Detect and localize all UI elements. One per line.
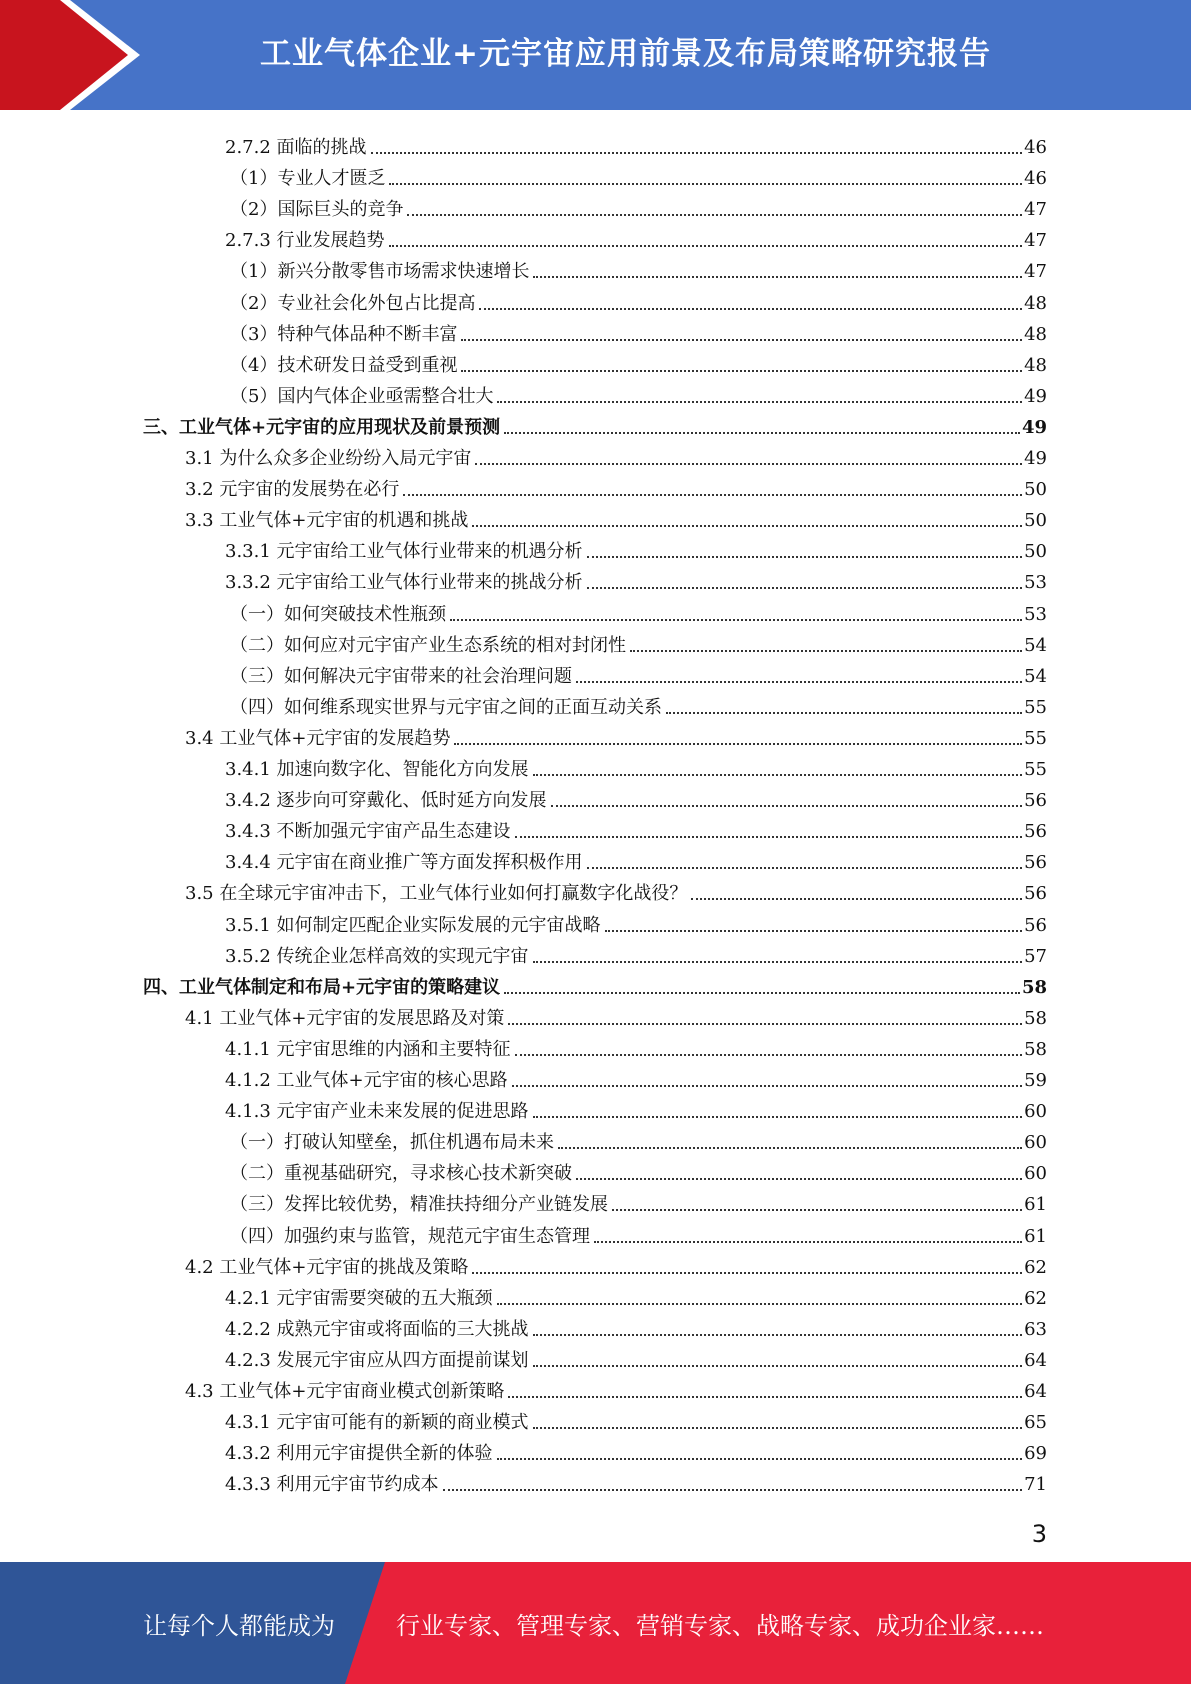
toc-dot-leader	[691, 898, 1022, 900]
toc-entry-label: （二）重视基础研究，寻求核心技术新突破	[230, 1163, 572, 1185]
toc-entry-page: 46	[1024, 168, 1047, 190]
toc-dot-leader	[389, 183, 1022, 185]
page-header	[0, 0, 1191, 110]
toc-entry-page: 64	[1024, 1349, 1047, 1371]
toc-entry-page: 47	[1024, 230, 1047, 252]
toc-dot-leader	[497, 401, 1022, 403]
toc-entry[interactable]	[225, 1341, 1047, 1372]
toc-dot-leader	[515, 836, 1023, 838]
toc-entry-page: 49	[1024, 448, 1047, 469]
toc-entry[interactable]	[225, 128, 1047, 159]
toc-entry-page: 62	[1024, 1287, 1047, 1309]
toc-entry-label: 2.7.2 面临的挑战	[225, 137, 367, 158]
toc-entry-page: 47	[1024, 261, 1047, 283]
toc-entry[interactable]	[185, 719, 1047, 750]
toc-entry[interactable]	[230, 1123, 1047, 1154]
toc-dot-leader	[533, 1334, 1023, 1336]
page-number: 3	[1031, 1520, 1047, 1548]
toc-entry[interactable]	[225, 843, 1047, 874]
toc-dot-leader	[508, 1023, 1022, 1025]
toc-dot-leader	[461, 370, 1022, 372]
toc-entry[interactable]	[185, 874, 1047, 905]
toc-entry[interactable]	[225, 1465, 1047, 1496]
toc-entry[interactable]	[185, 439, 1047, 470]
toc-entry[interactable]	[230, 190, 1047, 221]
toc-dot-leader	[508, 1396, 1022, 1398]
toc-entry-label: 4.1.1 元宇宙思维的内涵和主要特征	[225, 1038, 511, 1060]
toc-entry-page: 50	[1024, 541, 1047, 563]
toc-entry-label: 3.4 工业气体+元宇宙的发展趋势	[185, 727, 451, 749]
footer-slogan-left: 让每个人都能成为	[143, 1611, 335, 1640]
toc-dot-leader	[533, 1116, 1023, 1118]
toc-entry[interactable]	[225, 812, 1047, 843]
toc-entry-page: 61	[1024, 1194, 1047, 1216]
toc-entry[interactable]	[230, 1217, 1047, 1248]
toc-entry-label: 四、工业气体制定和布局+元宇宙的策略建议	[143, 976, 501, 998]
toc-entry-page: 49	[1021, 416, 1047, 438]
toc-entry-page: 53	[1024, 572, 1047, 594]
toc-dot-leader	[533, 1365, 1023, 1367]
toc-entry-label: 4.3 工业气体+元宇宙商业模式创新策略	[185, 1381, 505, 1402]
toc-entry[interactable]	[225, 221, 1047, 252]
toc-dot-leader	[450, 619, 1022, 621]
toc-entry-page: 60	[1024, 1163, 1047, 1185]
toc-entry[interactable]	[225, 1403, 1047, 1434]
toc-entry-page: 71	[1024, 1474, 1047, 1496]
toc-entry-page: 59	[1024, 1070, 1047, 1091]
page-footer	[0, 1562, 1191, 1684]
report-title: 工业气体企业+元宇宙应用前景及布局策略研究报告	[260, 35, 991, 72]
toc-dot-leader	[454, 743, 1022, 745]
toc-entry-page: 47	[1024, 199, 1047, 221]
toc-entry-label: 4.2.1 元宇宙需要突破的五大瓶颈	[225, 1287, 493, 1309]
toc-entry-label: 3.2 元宇宙的发展势在必行	[185, 479, 400, 501]
toc-dot-leader	[605, 930, 1023, 932]
toc-dot-leader	[576, 681, 1022, 683]
toc-entry-page: 48	[1024, 354, 1047, 376]
toc-dot-leader	[587, 556, 1023, 558]
toc-dot-leader	[497, 1303, 1023, 1305]
toc-entry-label: （1）专业人才匮乏	[230, 168, 386, 190]
toc-entry[interactable]	[230, 1154, 1047, 1185]
toc-entry[interactable]	[225, 563, 1047, 594]
toc-entry-page: 50	[1024, 510, 1047, 532]
toc-entry-page: 55	[1024, 696, 1047, 718]
toc-entry-page: 56	[1024, 852, 1047, 874]
toc-entry-page: 65	[1024, 1412, 1047, 1434]
toc-dot-leader	[630, 650, 1022, 652]
toc-entry-page: 50	[1024, 479, 1047, 501]
toc-entry[interactable]	[143, 408, 1047, 439]
toc-entry-page: 56	[1024, 914, 1047, 936]
toc-entry-label: 4.2 工业气体+元宇宙的挑战及策略	[185, 1256, 469, 1278]
toc-entry[interactable]	[230, 688, 1047, 719]
toc-entry-page: 55	[1024, 727, 1047, 749]
toc-entry[interactable]	[225, 1434, 1047, 1465]
toc-entry-label: 4.3.3 利用元宇宙节约成本	[225, 1474, 439, 1496]
toc-entry[interactable]	[225, 1061, 1047, 1092]
toc-entry-page: 54	[1024, 665, 1047, 687]
toc-entry-label: （2）专业社会化外包占比提高	[230, 292, 476, 314]
toc-entry-label: 3.5.2 传统企业怎样高效的实现元宇宙	[225, 945, 529, 967]
toc-entry-page: 58	[1024, 1007, 1047, 1029]
toc-entry-label: （5）国内气体企业亟需整合壮大	[230, 385, 494, 407]
toc-entry[interactable]	[230, 626, 1047, 657]
toc-entry[interactable]	[225, 1030, 1047, 1061]
toc-dot-leader	[551, 805, 1023, 807]
toc-dot-leader	[504, 992, 1020, 994]
toc-dot-leader	[389, 245, 1023, 247]
toc-dot-leader	[497, 1458, 1023, 1460]
toc-entry-page: 62	[1024, 1256, 1047, 1278]
toc-entry-page: 56	[1024, 883, 1047, 905]
toc-entry-page: 58	[1024, 1038, 1047, 1060]
toc-entry-page: 54	[1024, 634, 1047, 656]
toc-entry[interactable]	[225, 906, 1047, 937]
toc-entry-label: 3.1 为什么众多企业纷纷入局元宇宙	[185, 448, 472, 469]
toc-entry[interactable]	[143, 968, 1047, 999]
toc-entry-page: 55	[1024, 759, 1047, 780]
toc-entry-label: 三、工业气体+元宇宙的应用现状及前景预测	[143, 416, 501, 438]
footer-slogan-right: 行业专家、管理专家、营销专家、战略专家、成功企业家……	[396, 1611, 1044, 1640]
toc-entry[interactable]	[230, 377, 1047, 408]
toc-dot-leader	[587, 867, 1023, 869]
toc-entry[interactable]	[230, 1185, 1047, 1216]
toc-dot-leader	[666, 712, 1022, 714]
toc-entry-page: 53	[1024, 603, 1047, 625]
toc-entry-page: 46	[1024, 137, 1047, 158]
toc-entry-label: 4.3.1 元宇宙可能有的新颖的商业模式	[225, 1412, 529, 1434]
toc-entry-label: （一）打破认知壁垒，抓住机遇布局未来	[230, 1132, 554, 1154]
toc-entry-page: 60	[1024, 1132, 1047, 1154]
toc-entry[interactable]	[230, 346, 1047, 377]
toc-entry[interactable]	[225, 1279, 1047, 1310]
toc-entry-label: 3.5 在全球元宇宙冲击下，工业气体行业如何打赢数字化战役？	[185, 883, 688, 905]
toc-entry-label: 4.2.2 成熟元宇宙或将面临的三大挑战	[225, 1318, 529, 1340]
toc-entry[interactable]	[185, 999, 1047, 1030]
toc-dot-leader	[475, 463, 1022, 465]
toc-entry[interactable]	[225, 750, 1047, 781]
toc-entry-page: 57	[1024, 945, 1047, 967]
toc-entry-page: 48	[1024, 292, 1047, 314]
toc-entry[interactable]	[185, 470, 1047, 501]
toc-entry-label: （1）新兴分散零售市场需求快速增长	[230, 261, 530, 283]
toc-entry-label: （2）国际巨头的竞争	[230, 199, 404, 221]
toc-entry-label: （二）如何应对元宇宙产业生态系统的相对封闭性	[230, 634, 626, 656]
toc-entry-label: 3.3 工业气体+元宇宙的机遇和挑战	[185, 510, 469, 532]
toc-entry-page: 61	[1024, 1225, 1047, 1247]
toc-dot-leader	[472, 1272, 1022, 1274]
toc-entry-label: 4.2.3 发展元宇宙应从四方面提前谋划	[225, 1349, 529, 1371]
toc-entry-label: 4.1 工业气体+元宇宙的发展思路及对策	[185, 1007, 505, 1029]
toc-entry-label: 3.4.3 不断加强元宇宙产品生态建设	[225, 821, 511, 843]
toc-entry-page: 63	[1024, 1318, 1047, 1340]
toc-entry-label: 4.3.2 利用元宇宙提供全新的体验	[225, 1443, 493, 1465]
toc-dot-leader	[443, 1489, 1023, 1491]
toc-dot-leader	[533, 1427, 1023, 1429]
toc-entry-page: 60	[1024, 1101, 1047, 1123]
toc-entry-page: 56	[1024, 790, 1047, 812]
toc-dot-leader	[533, 961, 1023, 963]
toc-dot-leader	[576, 1178, 1022, 1180]
toc-entry-page: 58	[1021, 976, 1047, 998]
toc-entry-label: 3.3.2 元宇宙给工业气体行业带来的挑战分析	[225, 572, 583, 594]
toc-entry-label: 3.5.1 如何制定匹配企业实际发展的元宇宙战略	[225, 914, 601, 936]
toc-dot-leader	[558, 1147, 1022, 1149]
toc-entry-label: （3）特种气体品种不断丰富	[230, 323, 458, 345]
toc-entry-page: 64	[1024, 1381, 1047, 1402]
toc-entry[interactable]	[230, 284, 1047, 315]
toc-dot-leader	[504, 432, 1020, 434]
toc-entry-label: 3.4.4 元宇宙在商业推广等方面发挥积极作用	[225, 852, 583, 874]
toc-entry-label: 3.3.1 元宇宙给工业气体行业带来的机遇分析	[225, 541, 583, 563]
toc-entry-label: 2.7.3 行业发展趋势	[225, 230, 385, 252]
toc-dot-leader	[515, 1054, 1023, 1056]
toc-entry[interactable]	[225, 532, 1047, 563]
toc-entry-label: 3.4.2 逐步向可穿戴化、低时延方向发展	[225, 790, 547, 812]
toc-entry[interactable]	[230, 657, 1047, 688]
toc-dot-leader	[403, 494, 1022, 496]
toc-entry-label: （三）如何解决元宇宙带来的社会治理问题	[230, 665, 572, 687]
toc-dot-leader	[587, 587, 1023, 589]
toc-entry-label: （4）技术研发日益受到重视	[230, 354, 458, 376]
toc-dot-leader	[407, 214, 1022, 216]
toc-entry[interactable]	[225, 937, 1047, 968]
toc-entry-label: 4.1.2 工业气体+元宇宙的核心思路	[225, 1070, 508, 1091]
toc-entry-page: 48	[1024, 323, 1047, 345]
toc-entry-label: （三）发挥比较优势，精准扶持细分产业链发展	[230, 1194, 608, 1216]
toc-entry-label: （四）加强约束与监管，规范元宇宙生态管理	[230, 1225, 590, 1247]
toc-entry[interactable]	[185, 1372, 1047, 1403]
toc-entry-label: （一）如何突破技术性瓶颈	[230, 603, 446, 625]
toc-entry-label: 4.1.3 元宇宙产业未来发展的促进思路	[225, 1101, 529, 1123]
toc-entry-label: （四）如何维系现实世界与元宇宙之间的正面互动关系	[230, 696, 662, 718]
toc-dot-leader	[512, 1085, 1022, 1087]
toc-entry-page: 56	[1024, 821, 1047, 843]
toc-dot-leader	[533, 276, 1022, 278]
toc-entry[interactable]	[230, 595, 1047, 626]
toc-entry-page: 49	[1024, 385, 1047, 407]
toc-dot-leader	[371, 152, 1023, 154]
toc-entry[interactable]	[225, 781, 1047, 812]
toc-dot-leader	[594, 1241, 1022, 1243]
toc-dot-leader	[472, 525, 1022, 527]
toc-entry-page: 69	[1024, 1443, 1047, 1465]
toc-entry[interactable]	[230, 159, 1047, 190]
toc-entry[interactable]	[225, 1310, 1047, 1341]
toc-entry[interactable]	[225, 1092, 1047, 1123]
toc-entry[interactable]	[185, 501, 1047, 532]
toc-entry[interactable]	[230, 252, 1047, 283]
toc-dot-leader	[612, 1209, 1022, 1211]
toc-dot-leader	[461, 339, 1022, 341]
toc-dot-leader	[533, 774, 1023, 776]
toc-dot-leader	[479, 308, 1022, 310]
toc-entry-label: 3.4.1 加速向数字化、智能化方向发展	[225, 759, 529, 780]
toc-entry[interactable]	[185, 1248, 1047, 1279]
toc-entry[interactable]	[230, 315, 1047, 346]
